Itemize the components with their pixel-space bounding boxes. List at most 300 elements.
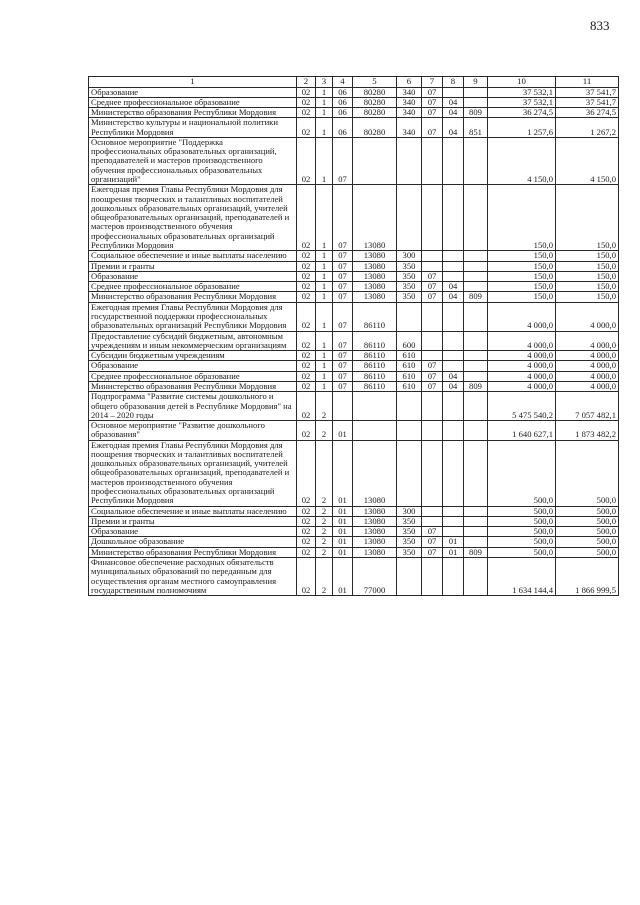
header-cell: 8 bbox=[443, 77, 464, 88]
code-cell: 07 bbox=[422, 87, 443, 97]
code-cell: 350 bbox=[397, 537, 422, 547]
code-cell: 04 bbox=[443, 381, 464, 391]
header-cell: 1 bbox=[89, 77, 297, 88]
amount-cell: 500,0 bbox=[488, 506, 556, 516]
code-cell bbox=[464, 302, 488, 331]
amount-cell: 4 000,0 bbox=[488, 331, 556, 351]
code-cell bbox=[422, 185, 443, 251]
table-row bbox=[89, 251, 619, 261]
table-row bbox=[89, 261, 619, 271]
code-cell: 02 bbox=[297, 108, 316, 118]
amount-cell: 500,0 bbox=[556, 506, 619, 516]
code-cell bbox=[464, 440, 488, 506]
code-cell bbox=[443, 87, 464, 97]
code-cell: 07 bbox=[333, 282, 353, 292]
code-cell bbox=[443, 516, 464, 526]
code-cell bbox=[443, 392, 464, 421]
code-cell: 02 bbox=[297, 361, 316, 371]
code-cell: 02 bbox=[297, 351, 316, 361]
amount-cell: 5 475 540,2 bbox=[488, 392, 556, 421]
code-cell: 01 bbox=[443, 537, 464, 547]
code-cell bbox=[353, 392, 397, 421]
row-name: Подпрограмма "Развитие системы дошкольного и общего образования детей в Республике Мордовия" на 2014 – 2020 годы bbox=[89, 392, 297, 421]
code-cell bbox=[443, 331, 464, 351]
code-cell: 01 bbox=[333, 558, 353, 596]
code-cell: 02 bbox=[297, 331, 316, 351]
code-cell: 02 bbox=[297, 185, 316, 251]
code-cell: 2 bbox=[316, 440, 333, 506]
budget-table bbox=[88, 76, 619, 596]
amount-cell: 4 000,0 bbox=[556, 302, 619, 331]
amount-cell: 150,0 bbox=[488, 185, 556, 251]
code-cell: 1 bbox=[316, 137, 333, 184]
code-cell: 13080 bbox=[353, 516, 397, 526]
row-name: Образование bbox=[89, 271, 297, 281]
table-row bbox=[89, 537, 619, 547]
code-cell: 1 bbox=[316, 351, 333, 361]
code-cell: 13080 bbox=[353, 261, 397, 271]
code-cell: 1 bbox=[316, 271, 333, 281]
amount-cell: 1 267,2 bbox=[556, 118, 619, 138]
header-cell: 2 bbox=[297, 77, 316, 88]
amount-cell: 4 000,0 bbox=[488, 371, 556, 381]
code-cell bbox=[464, 392, 488, 421]
code-cell: 86110 bbox=[353, 351, 397, 361]
code-cell: 2 bbox=[316, 516, 333, 526]
code-cell: 80280 bbox=[353, 108, 397, 118]
amount-cell: 4 150,0 bbox=[556, 137, 619, 184]
table-row bbox=[89, 137, 619, 184]
table-row bbox=[89, 292, 619, 302]
amount-cell: 37 541,7 bbox=[556, 97, 619, 107]
code-cell: 1 bbox=[316, 185, 333, 251]
code-cell: 80280 bbox=[353, 87, 397, 97]
amount-cell: 4 000,0 bbox=[488, 381, 556, 391]
table-row bbox=[89, 558, 619, 596]
code-cell bbox=[464, 506, 488, 516]
code-cell: 02 bbox=[297, 292, 316, 302]
code-cell: 04 bbox=[443, 118, 464, 138]
row-name: Министерство образования Республики Мордовия bbox=[89, 292, 297, 302]
code-cell: 04 bbox=[443, 282, 464, 292]
code-cell: 610 bbox=[397, 361, 422, 371]
code-cell bbox=[422, 302, 443, 331]
code-cell: 02 bbox=[297, 251, 316, 261]
code-cell: 02 bbox=[297, 118, 316, 138]
amount-cell: 36 274,5 bbox=[556, 108, 619, 118]
header-row bbox=[89, 77, 619, 88]
code-cell: 07 bbox=[422, 371, 443, 381]
code-cell bbox=[464, 251, 488, 261]
code-cell: 80280 bbox=[353, 118, 397, 138]
code-cell: 600 bbox=[397, 331, 422, 351]
code-cell: 350 bbox=[397, 527, 422, 537]
code-cell bbox=[422, 392, 443, 421]
table-row bbox=[89, 302, 619, 331]
code-cell: 1 bbox=[316, 87, 333, 97]
amount-cell: 500,0 bbox=[556, 537, 619, 547]
header-cell: 11 bbox=[556, 77, 619, 88]
amount-cell: 500,0 bbox=[556, 527, 619, 537]
code-cell bbox=[443, 506, 464, 516]
code-cell: 02 bbox=[297, 506, 316, 516]
row-name: Министерство образования Республики Мордовия bbox=[89, 108, 297, 118]
code-cell bbox=[397, 421, 422, 441]
amount-cell: 150,0 bbox=[556, 271, 619, 281]
code-cell: 1 bbox=[316, 282, 333, 292]
row-name: Субсидии бюджетным учреждениям bbox=[89, 351, 297, 361]
code-cell: 1 bbox=[316, 331, 333, 351]
code-cell: 610 bbox=[397, 371, 422, 381]
amount-cell: 500,0 bbox=[488, 516, 556, 526]
table-row bbox=[89, 392, 619, 421]
amount-cell: 150,0 bbox=[556, 261, 619, 271]
code-cell: 02 bbox=[297, 87, 316, 97]
code-cell bbox=[443, 440, 464, 506]
code-cell bbox=[422, 506, 443, 516]
code-cell: 01 bbox=[443, 547, 464, 557]
code-cell: 350 bbox=[397, 547, 422, 557]
code-cell: 13080 bbox=[353, 537, 397, 547]
code-cell: 07 bbox=[422, 282, 443, 292]
code-cell: 02 bbox=[297, 558, 316, 596]
code-cell: 86110 bbox=[353, 361, 397, 371]
code-cell: 2 bbox=[316, 527, 333, 537]
table-row bbox=[89, 271, 619, 281]
row-name: Среднее профессиональное образование bbox=[89, 371, 297, 381]
amount-cell: 500,0 bbox=[556, 547, 619, 557]
amount-cell: 4 150,0 bbox=[488, 137, 556, 184]
table-row bbox=[89, 87, 619, 97]
code-cell bbox=[464, 558, 488, 596]
amount-cell: 1 873 482,2 bbox=[556, 421, 619, 441]
code-cell: 13080 bbox=[353, 547, 397, 557]
row-name: Министерство образования Республики Мордовия bbox=[89, 547, 297, 557]
code-cell bbox=[464, 527, 488, 537]
amount-cell: 37 541,7 bbox=[556, 87, 619, 97]
code-cell bbox=[464, 361, 488, 371]
code-cell: 07 bbox=[422, 527, 443, 537]
code-cell: 02 bbox=[297, 371, 316, 381]
amount-cell: 1 866 999,5 bbox=[556, 558, 619, 596]
code-cell bbox=[397, 392, 422, 421]
code-cell: 86110 bbox=[353, 331, 397, 351]
header-cell: 10 bbox=[488, 77, 556, 88]
amount-cell: 500,0 bbox=[488, 440, 556, 506]
row-name: Социальное обеспечение и иные выплаты населению bbox=[89, 506, 297, 516]
code-cell: 1 bbox=[316, 261, 333, 271]
table-row bbox=[89, 97, 619, 107]
code-cell bbox=[422, 261, 443, 271]
code-cell: 04 bbox=[443, 292, 464, 302]
amount-cell: 150,0 bbox=[556, 292, 619, 302]
table-row bbox=[89, 516, 619, 526]
code-cell: 01 bbox=[333, 421, 353, 441]
code-cell bbox=[464, 282, 488, 292]
amount-cell: 500,0 bbox=[556, 516, 619, 526]
code-cell: 1 bbox=[316, 97, 333, 107]
amount-cell: 36 274,5 bbox=[488, 108, 556, 118]
table-row bbox=[89, 331, 619, 351]
amount-cell: 4 000,0 bbox=[488, 361, 556, 371]
row-name: Министерство образования Республики Мордовия bbox=[89, 381, 297, 391]
code-cell: 07 bbox=[422, 97, 443, 107]
code-cell bbox=[464, 87, 488, 97]
table-row bbox=[89, 381, 619, 391]
amount-cell: 150,0 bbox=[556, 251, 619, 261]
code-cell: 07 bbox=[422, 292, 443, 302]
code-cell: 340 bbox=[397, 108, 422, 118]
code-cell: 02 bbox=[297, 282, 316, 292]
code-cell bbox=[464, 371, 488, 381]
code-cell: 350 bbox=[397, 516, 422, 526]
code-cell: 350 bbox=[397, 282, 422, 292]
code-cell bbox=[464, 271, 488, 281]
amount-cell: 150,0 bbox=[556, 185, 619, 251]
code-cell bbox=[443, 185, 464, 251]
code-cell: 13080 bbox=[353, 271, 397, 281]
code-cell bbox=[464, 97, 488, 107]
row-name: Основное мероприятие "Поддержка профессиональных образовательных организаций, преподавателей и мастеров производственного обучения профессиональных образовательных организаций" bbox=[89, 137, 297, 184]
code-cell: 80280 bbox=[353, 97, 397, 107]
code-cell: 07 bbox=[422, 271, 443, 281]
amount-cell: 37 532,1 bbox=[488, 97, 556, 107]
code-cell bbox=[464, 421, 488, 441]
code-cell: 2 bbox=[316, 392, 333, 421]
amount-cell: 500,0 bbox=[488, 537, 556, 547]
code-cell: 06 bbox=[333, 108, 353, 118]
code-cell bbox=[443, 421, 464, 441]
code-cell: 07 bbox=[333, 361, 353, 371]
code-cell: 02 bbox=[297, 421, 316, 441]
row-name: Ежегодная премия Главы Республики Мордовия для поощрения творческих и талантливых воспитателей дошкольных образовательных организаций, учителей общеобразовательных организаций, преподавателей и мастеров производственного обучения профессиональных образовательных организаций Республики Мордовия bbox=[89, 185, 297, 251]
table-row bbox=[89, 527, 619, 537]
code-cell bbox=[422, 351, 443, 361]
table-row bbox=[89, 108, 619, 118]
code-cell: 07 bbox=[333, 271, 353, 281]
code-cell: 01 bbox=[333, 527, 353, 537]
code-cell: 07 bbox=[333, 371, 353, 381]
code-cell: 07 bbox=[422, 547, 443, 557]
code-cell: 04 bbox=[443, 371, 464, 381]
code-cell: 07 bbox=[333, 302, 353, 331]
code-cell: 07 bbox=[422, 108, 443, 118]
amount-cell: 4 000,0 bbox=[556, 361, 619, 371]
code-cell: 809 bbox=[464, 108, 488, 118]
row-name: Основное мероприятие "Развитие дошкольного образования" bbox=[89, 421, 297, 441]
code-cell: 06 bbox=[333, 97, 353, 107]
code-cell: 2 bbox=[316, 537, 333, 547]
code-cell: 1 bbox=[316, 381, 333, 391]
amount-cell: 7 057 482,1 bbox=[556, 392, 619, 421]
code-cell bbox=[422, 251, 443, 261]
code-cell: 02 bbox=[297, 537, 316, 547]
table-row bbox=[89, 282, 619, 292]
code-cell: 851 bbox=[464, 118, 488, 138]
code-cell: 1 bbox=[316, 302, 333, 331]
table-row bbox=[89, 506, 619, 516]
code-cell: 07 bbox=[422, 537, 443, 547]
code-cell: 02 bbox=[297, 392, 316, 421]
table-row bbox=[89, 421, 619, 441]
code-cell: 350 bbox=[397, 261, 422, 271]
code-cell: 07 bbox=[333, 261, 353, 271]
amount-cell: 4 000,0 bbox=[556, 351, 619, 361]
code-cell bbox=[443, 351, 464, 361]
row-name: Образование bbox=[89, 361, 297, 371]
row-name: Образование bbox=[89, 87, 297, 97]
code-cell: 610 bbox=[397, 351, 422, 361]
code-cell: 02 bbox=[297, 381, 316, 391]
code-cell bbox=[464, 516, 488, 526]
code-cell: 809 bbox=[464, 547, 488, 557]
table-row bbox=[89, 351, 619, 361]
amount-cell: 150,0 bbox=[488, 282, 556, 292]
code-cell: 13080 bbox=[353, 506, 397, 516]
code-cell: 07 bbox=[333, 331, 353, 351]
code-cell: 01 bbox=[333, 547, 353, 557]
code-cell: 04 bbox=[443, 97, 464, 107]
row-name: Ежегодная премия Главы Республики Мордовия для поощрения творческих и талантливых воспитателей дошкольных образовательных организаций, учителей общеобразовательных организаций, преподавателей и мастеров производственного обучения профессиональных образовательных организаций Республики Мордовия bbox=[89, 440, 297, 506]
code-cell: 1 bbox=[316, 118, 333, 138]
amount-cell: 500,0 bbox=[488, 547, 556, 557]
row-name: Финансовое обеспечение расходных обязательств муниципальных образований по переданным для осуществления органам местного самоуправления государственным полномочиям bbox=[89, 558, 297, 596]
amount-cell: 4 000,0 bbox=[488, 302, 556, 331]
code-cell bbox=[397, 440, 422, 506]
code-cell: 1 bbox=[316, 251, 333, 261]
code-cell bbox=[422, 421, 443, 441]
code-cell bbox=[443, 527, 464, 537]
code-cell: 01 bbox=[333, 440, 353, 506]
code-cell: 02 bbox=[297, 547, 316, 557]
table-row bbox=[89, 185, 619, 251]
code-cell bbox=[422, 137, 443, 184]
row-name: Премии и гранты bbox=[89, 261, 297, 271]
code-cell: 06 bbox=[333, 118, 353, 138]
code-cell bbox=[422, 331, 443, 351]
amount-cell: 1 640 627,1 bbox=[488, 421, 556, 441]
code-cell: 13080 bbox=[353, 185, 397, 251]
code-cell: 2 bbox=[316, 558, 333, 596]
code-cell bbox=[333, 392, 353, 421]
code-cell: 86110 bbox=[353, 302, 397, 331]
row-name: Предоставление субсидий бюджетным, автономным учреждениям и иным некоммерческим организациям bbox=[89, 331, 297, 351]
header-cell: 5 bbox=[353, 77, 397, 88]
code-cell bbox=[443, 251, 464, 261]
code-cell: 340 bbox=[397, 87, 422, 97]
code-cell: 350 bbox=[397, 292, 422, 302]
code-cell bbox=[353, 137, 397, 184]
code-cell: 01 bbox=[333, 537, 353, 547]
table-row bbox=[89, 371, 619, 381]
row-name: Образование bbox=[89, 527, 297, 537]
code-cell bbox=[422, 516, 443, 526]
amount-cell: 500,0 bbox=[556, 440, 619, 506]
table-body bbox=[89, 87, 619, 596]
row-name: Премии и гранты bbox=[89, 516, 297, 526]
code-cell: 350 bbox=[397, 271, 422, 281]
amount-cell: 4 000,0 bbox=[488, 351, 556, 361]
code-cell: 07 bbox=[422, 361, 443, 371]
code-cell bbox=[422, 558, 443, 596]
code-cell bbox=[464, 137, 488, 184]
code-cell bbox=[464, 351, 488, 361]
code-cell: 07 bbox=[333, 381, 353, 391]
code-cell bbox=[397, 558, 422, 596]
table-row bbox=[89, 118, 619, 138]
table-row bbox=[89, 440, 619, 506]
header-cell: 9 bbox=[464, 77, 488, 88]
amount-cell: 1 257,6 bbox=[488, 118, 556, 138]
code-cell: 07 bbox=[333, 185, 353, 251]
amount-cell: 1 634 144,4 bbox=[488, 558, 556, 596]
row-name: Министерство культуры и национальной политики Республики Мордовия bbox=[89, 118, 297, 138]
code-cell: 77000 bbox=[353, 558, 397, 596]
code-cell: 13080 bbox=[353, 282, 397, 292]
amount-cell: 150,0 bbox=[488, 261, 556, 271]
header-cell: 4 bbox=[333, 77, 353, 88]
amount-cell: 37 532,1 bbox=[488, 87, 556, 97]
code-cell: 02 bbox=[297, 137, 316, 184]
code-cell: 86110 bbox=[353, 371, 397, 381]
amount-cell: 4 000,0 bbox=[556, 371, 619, 381]
header-cell: 7 bbox=[422, 77, 443, 88]
code-cell: 01 bbox=[333, 516, 353, 526]
code-cell bbox=[464, 261, 488, 271]
code-cell: 1 bbox=[316, 292, 333, 302]
code-cell: 2 bbox=[316, 547, 333, 557]
code-cell: 809 bbox=[464, 292, 488, 302]
code-cell: 02 bbox=[297, 440, 316, 506]
code-cell: 02 bbox=[297, 516, 316, 526]
code-cell bbox=[397, 137, 422, 184]
amount-cell: 150,0 bbox=[488, 251, 556, 261]
code-cell bbox=[353, 421, 397, 441]
code-cell: 1 bbox=[316, 361, 333, 371]
code-cell bbox=[464, 537, 488, 547]
amount-cell: 150,0 bbox=[556, 282, 619, 292]
code-cell: 13080 bbox=[353, 251, 397, 261]
table-row bbox=[89, 547, 619, 557]
code-cell: 07 bbox=[333, 137, 353, 184]
code-cell: 07 bbox=[333, 351, 353, 361]
amount-cell: 4 000,0 bbox=[556, 331, 619, 351]
code-cell: 07 bbox=[333, 292, 353, 302]
code-cell bbox=[443, 261, 464, 271]
code-cell bbox=[397, 185, 422, 251]
code-cell: 1 bbox=[316, 371, 333, 381]
code-cell: 02 bbox=[297, 271, 316, 281]
code-cell bbox=[464, 331, 488, 351]
code-cell: 07 bbox=[422, 381, 443, 391]
amount-cell: 150,0 bbox=[488, 271, 556, 281]
code-cell: 86110 bbox=[353, 381, 397, 391]
code-cell: 300 bbox=[397, 251, 422, 261]
code-cell: 2 bbox=[316, 421, 333, 441]
code-cell: 07 bbox=[333, 251, 353, 261]
code-cell: 02 bbox=[297, 527, 316, 537]
amount-cell: 4 000,0 bbox=[556, 381, 619, 391]
table-row bbox=[89, 361, 619, 371]
code-cell: 07 bbox=[422, 118, 443, 138]
code-cell: 1 bbox=[316, 108, 333, 118]
row-name: Ежегодная премия Главы Республики Мордовия для государственной поддержки профессиональных образовательных организаций Республики Мордовия bbox=[89, 302, 297, 331]
code-cell: 610 bbox=[397, 381, 422, 391]
page-number: 833 bbox=[590, 18, 610, 33]
header-cell: 3 bbox=[316, 77, 333, 88]
row-name: Социальное обеспечение и иные выплаты населению bbox=[89, 251, 297, 261]
code-cell: 2 bbox=[316, 506, 333, 516]
